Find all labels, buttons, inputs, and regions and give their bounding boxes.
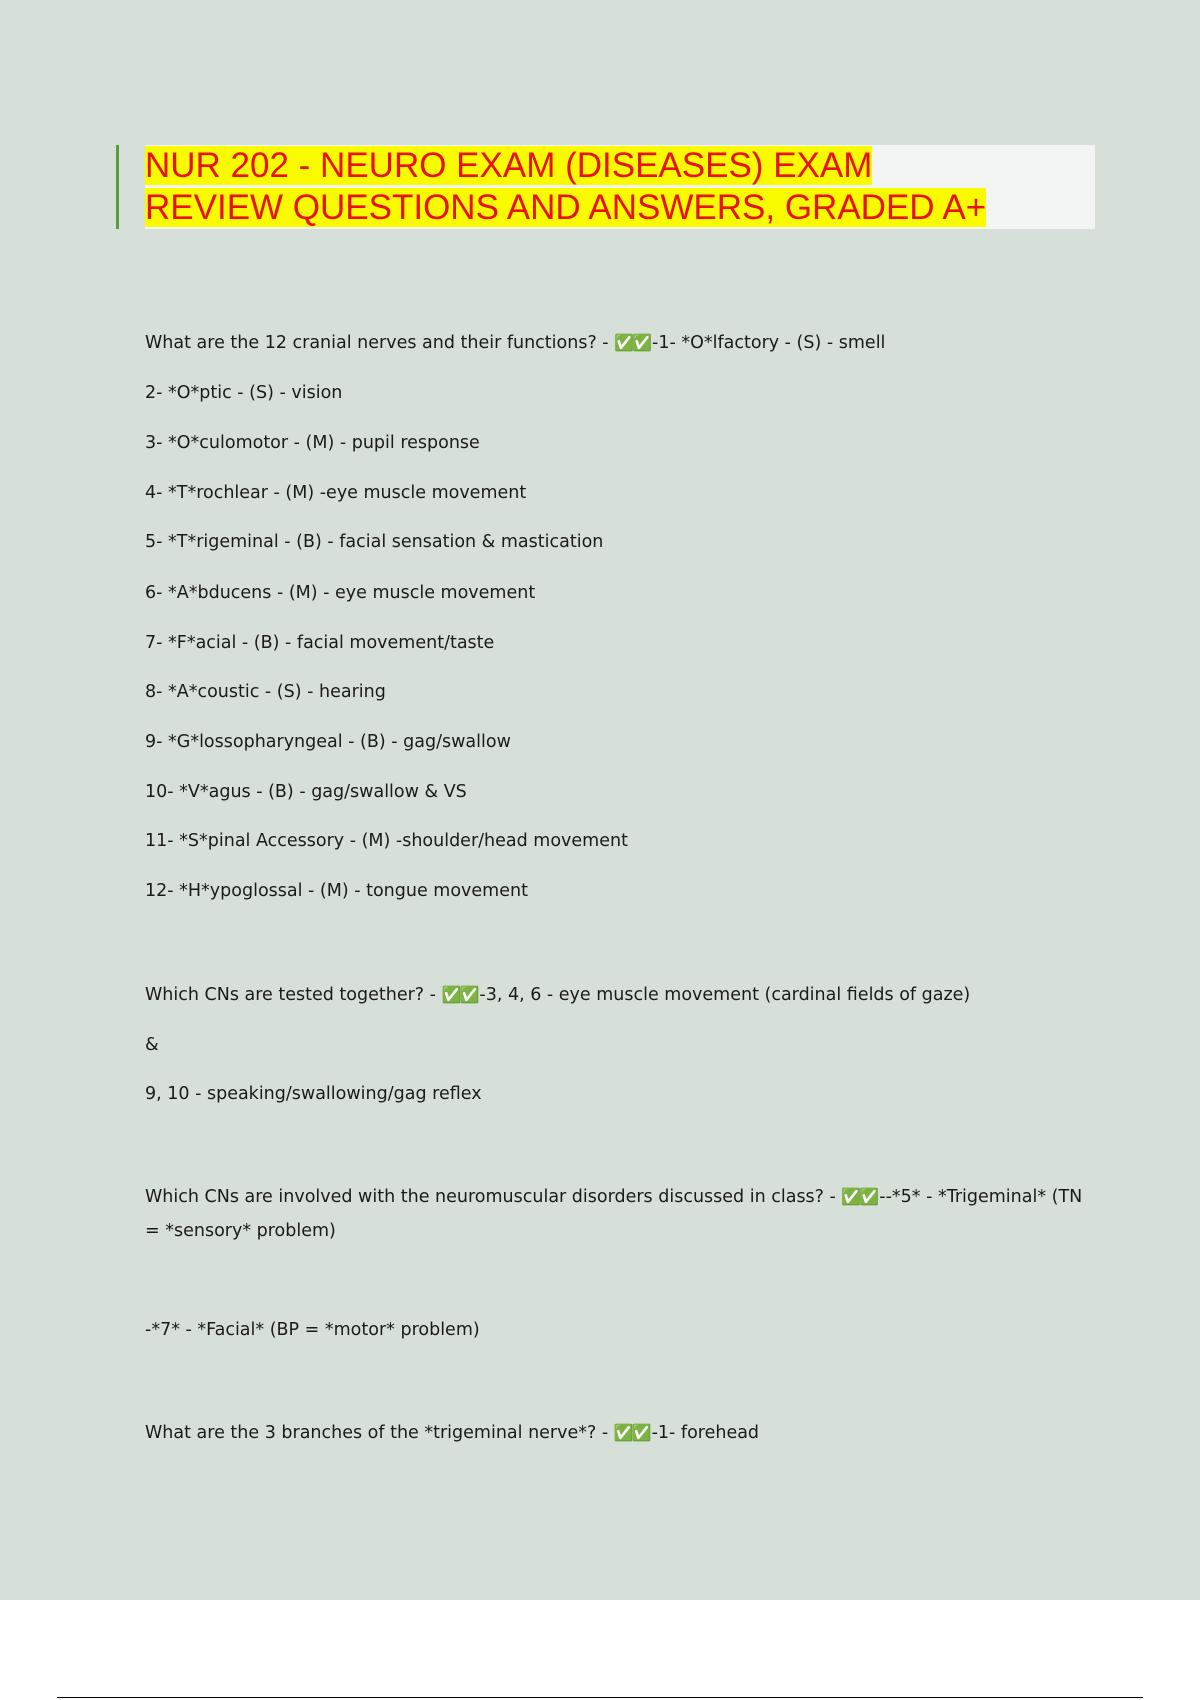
answer-line-cn3: 3- *O*culomotor - (M) - pupil response	[145, 433, 480, 453]
answer-ampersand: &	[145, 1035, 159, 1055]
answer-line-cn6: 6- *A*bducens - (M) - eye muscle movement	[145, 583, 536, 603]
answer-line-cn12: 12- *H*ypoglossal - (M) - tongue movement	[145, 881, 528, 901]
check-icon: ✅✅	[841, 1187, 878, 1206]
check-icon: ✅✅	[614, 333, 651, 352]
answer-line-cn8: 8- *A*coustic - (S) - hearing	[145, 682, 386, 702]
question-cns-tested-together: Which CNs are tested together? - ✅✅ -3, 4, 6 - eye muscle movement (cardinal fields of gaze)	[145, 985, 971, 1005]
footer-divider	[57, 1697, 1143, 1698]
question-trigeminal-branches: What are the 3 branches of the *trigeminal nerve*? - ✅✅ -1- forehead	[145, 1423, 760, 1443]
answer-line-9-10: 9, 10 - speaking/swallowing/gag reflex	[145, 1084, 482, 1104]
title-block	[116, 145, 1095, 229]
check-icon: ✅✅	[613, 1423, 650, 1442]
check-icon: ✅✅	[441, 985, 478, 1004]
answer-line-cn2: 2- *O*ptic - (S) - vision	[145, 383, 343, 403]
answer-facial-motor: -*7* - *Facial* (BP = *motor* problem)	[145, 1320, 480, 1340]
answer-line-cn10: 10- *V*agus - (B) - gag/swallow & VS	[145, 782, 467, 802]
question-neuromuscular-cns: Which CNs are involved with the neuromuscular disorders discussed in class? - ✅✅ --*5* - *Trigeminal* (TN	[145, 1187, 1083, 1207]
answer-line-cn4: 4- *T*rochlear - (M) -eye muscle movement	[145, 483, 527, 503]
document-title-line-2: REVIEW QUESTIONS AND ANSWERS, GRADED A+	[145, 188, 987, 227]
answer-line-cn5: 5- *T*rigeminal - (B) - facial sensation & mastication	[145, 532, 604, 552]
answer-line-cn9: 9- *G*lossopharyngeal - (B) - gag/swallow	[145, 732, 511, 752]
answer-line-cn11: 11- *S*pinal Accessory - (M) -shoulder/head movement	[145, 831, 628, 851]
answer-line-cn7: 7- *F*acial - (B) - facial movement/taste	[145, 633, 495, 653]
question-cranial-nerves: What are the 12 cranial nerves and their functions? - ✅✅ -1- *O*lfactory - (S) - smell	[145, 333, 886, 353]
document-title-line-1: NUR 202 - NEURO EXAM (DISEASES) EXAM	[145, 146, 873, 185]
answer-sensory-problem: = *sensory* problem)	[145, 1221, 336, 1241]
